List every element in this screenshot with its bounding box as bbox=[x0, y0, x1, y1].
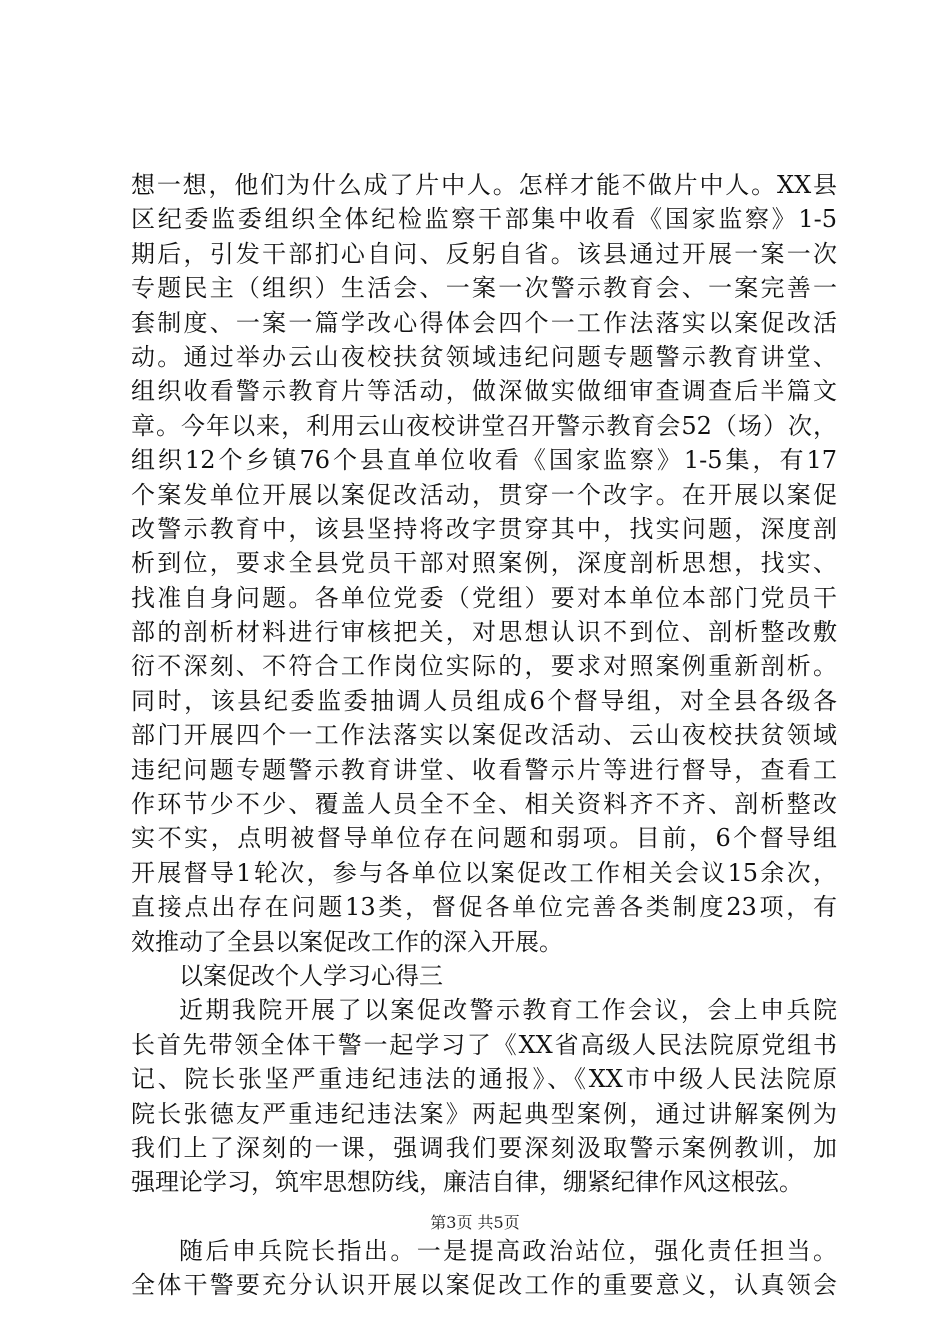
document-body bbox=[131, 168, 837, 1303]
text-line: 专题民主（组织）生活会、一案一次警示教育会、一案完善一 bbox=[131, 274, 837, 303]
text-line: 组织12个乡镇76个县直单位收看《国家监察》1-5集，有17 bbox=[131, 446, 837, 475]
page-footer: 第3页 共5页 bbox=[430, 1213, 520, 1232]
text-line: 章。今年以来，利用云山夜校讲堂召开警示教育会52（场）次， bbox=[131, 411, 837, 440]
text-line: 实不实，点明被督导单位存在问题和弱项。目前，6个督导组 bbox=[131, 824, 837, 853]
text-line: 区纪委监委组织全体纪检监察干部集中收看《国家监察》1-5 bbox=[131, 205, 837, 234]
paragraph-1 bbox=[131, 168, 837, 959]
text-line: 长首先带领全体干警一起学习了《XX省高级人民法院原党组书 bbox=[131, 1030, 837, 1059]
text-line: 全体干警要充分认识开展以案促改工作的重要意义，认真领会 bbox=[131, 1271, 837, 1300]
text-line: 想一想，他们为什么成了片中人。怎样才能不做片中人。XX县 bbox=[131, 171, 837, 199]
text-line: 记、院长张坚严重违纪违法的通报》、《XX市中级人民法院原 bbox=[131, 1065, 837, 1094]
text-line: 衍不深刻、不符合工作岗位实际的，要求对照案例重新剖析。 bbox=[131, 652, 837, 681]
text-line: 院长张德友严重违纪违法案》两起典型案例，通过讲解案例为 bbox=[131, 1099, 837, 1128]
text-line: 开展督导1轮次，参与各单位以案促改工作相关会议15余次， bbox=[131, 858, 837, 887]
text-line: 个案发单位开展以案促改活动，贯穿一个改字。在开展以案促 bbox=[131, 480, 837, 509]
text-line: 析到位，要求全县党员干部对照案例，深度剖析思想，找实、 bbox=[131, 549, 837, 578]
text-line: 动。通过举办云山夜校扶贫领域违纪问题专题警示教育讲堂、 bbox=[131, 342, 837, 371]
text-line: 直接点出存在问题13类，督促各单位完善各类制度23项，有 bbox=[131, 893, 837, 922]
text-line: 组织收看警示教育片等活动，做深做实做细审查调查后半篇文 bbox=[131, 377, 837, 406]
text-line: 近期我院开展了以案促改警示教育工作会议，会上申兵院 bbox=[179, 996, 837, 1025]
text-line: 改警示教育中，该县坚持将改字贯穿其中，找实问题，深度剖 bbox=[131, 514, 837, 543]
text-line: 期后，引发干部扪心自问、反躬自省。该县通过开展一案一次 bbox=[131, 239, 837, 268]
text-line: 我们上了深刻的一课，强调我们要深刻汲取警示案例教训，加 bbox=[131, 1133, 837, 1162]
text-line: 违纪问题专题警示教育讲堂、收看警示片等进行督导，查看工 bbox=[131, 755, 837, 784]
text-line: 作环节少不少、覆盖人员全不全、相关资料齐不齐、剖析整改 bbox=[131, 790, 837, 819]
text-line: 同时，该县纪委监委抽调人员组成6个督导组，对全县各级各 bbox=[131, 686, 837, 715]
text-line: 随后申兵院长指出。一是提高政治站位，强化责任担当。 bbox=[179, 1236, 837, 1265]
text-line: 效推动了全县以案促改工作的深入开展。 bbox=[131, 927, 563, 956]
paragraph-3 bbox=[131, 1234, 837, 1303]
text-line: 套制度、一案一篇学改心得体会四个一工作法落实以案促改活 bbox=[131, 308, 837, 337]
text-line: 找准自身问题。各单位党委（党组）要对本单位本部门党员干 bbox=[131, 583, 837, 612]
text-line: 部门开展四个一工作法落实以案促改活动、云山夜校扶贫领域 bbox=[131, 721, 837, 750]
paragraph-2 bbox=[131, 993, 837, 1199]
section-heading: 以案促改个人学习心得三 bbox=[179, 961, 443, 990]
text-line: 部的剖析材料进行审核把关，对思想认识不到位、剖析整改敷 bbox=[131, 618, 837, 647]
text-line: 强理论学习，筑牢思想防线，廉洁自律，绷紧纪律作风这根弦。 bbox=[131, 1168, 803, 1197]
